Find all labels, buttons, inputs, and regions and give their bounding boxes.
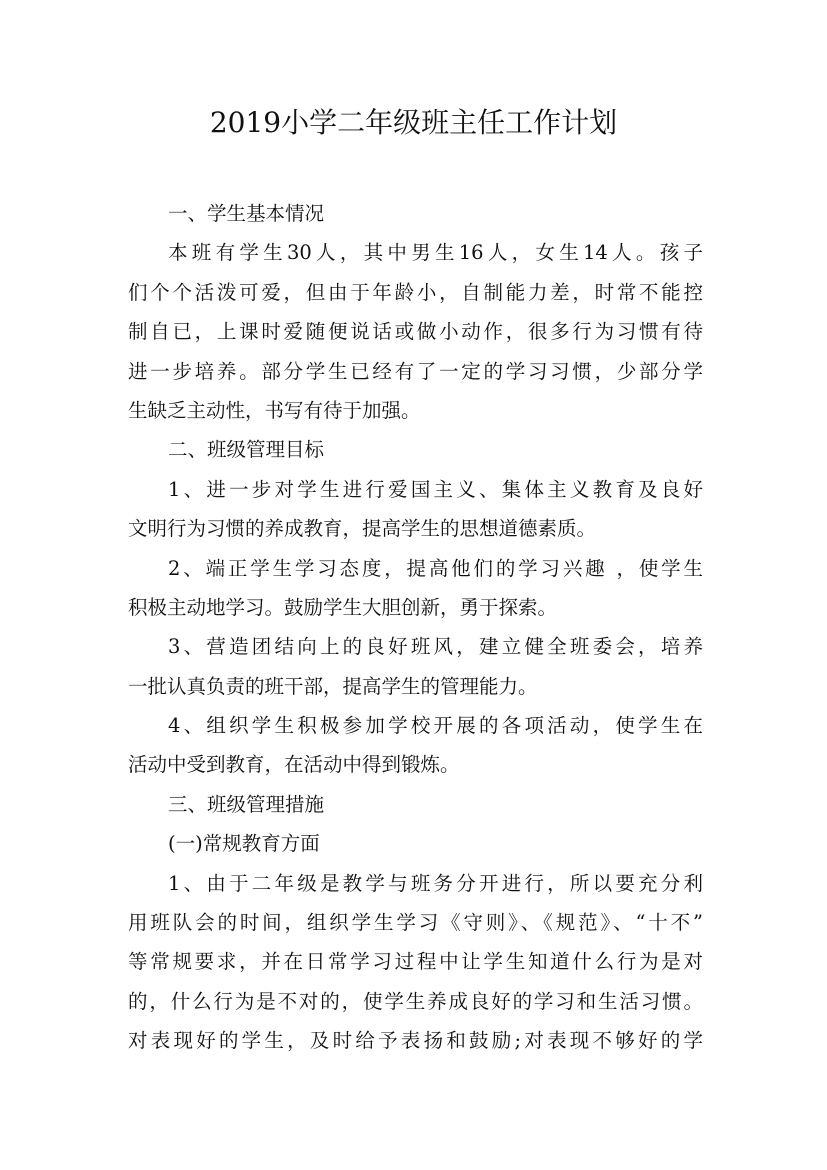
- text-line: 1、进一步对学生进行爱国主义、集体主义教育及良好: [168, 477, 703, 501]
- text-line: 文明行为习惯的养成教育，提高学生的思想道德素质。: [128, 517, 597, 541]
- text-line: 一、学生基本情况: [168, 202, 325, 225]
- document-body: [128, 194, 703, 1061]
- text-line: 3、营造团结向上的良好班风，建立健全班委会，培养: [168, 635, 703, 659]
- text-line: 等常规要求，并在日常学习过程中让学生知道什么行为是对: [128, 950, 703, 974]
- text-line: (一)常规教育方面: [168, 832, 320, 856]
- text-line: 4、组织学生积极参加学校开展的各项活动，使学生在: [168, 714, 703, 738]
- text-line: 1、由于二年级是教学与班务分开进行，所以要充分利: [168, 871, 703, 895]
- text-line: 的，什么行为是不对的，使学生养成良好的学习和生活习惯。: [128, 989, 703, 1013]
- text-line: 2、端正学生学习态度，提高他们的学习兴趣 ，使学生: [168, 556, 703, 580]
- document-title: 2019小学二年级班主任工作计划: [209, 106, 618, 139]
- text-line: 对表现好的学生，及时给予表扬和鼓励;对表现不够好的学: [128, 1029, 703, 1053]
- text-line: 积极主动地学习。鼓励学生大胆创新，勇于探索。: [128, 595, 558, 619]
- text-line: 们个个活泼可爱，但由于年龄小，自制能力差，时常不能控: [128, 280, 703, 304]
- text-line: 一批认真负责的班干部，提高学生的管理能力。: [128, 674, 538, 698]
- text-line: 本班有学生30人，其中男生16人，女生14人。孩子: [168, 241, 703, 265]
- text-line: 三、班级管理措施: [168, 792, 325, 816]
- text-line: 活动中受到教育，在活动中得到锻炼。: [128, 753, 460, 777]
- text-line: 用班队会的时间，组织学生学习《守则》、《规范》、“十不”: [128, 911, 703, 935]
- text-line: 二、班级管理目标: [168, 438, 325, 462]
- text-line: 生缺乏主动性，书写有待于加强。: [128, 398, 421, 422]
- text-line: 进一步培养。部分学生已经有了一定的学习习惯，少部分学: [128, 359, 703, 383]
- text-line: 制自已，上课时爱随便说话或做小动作，很多行为习惯有待: [128, 320, 703, 344]
